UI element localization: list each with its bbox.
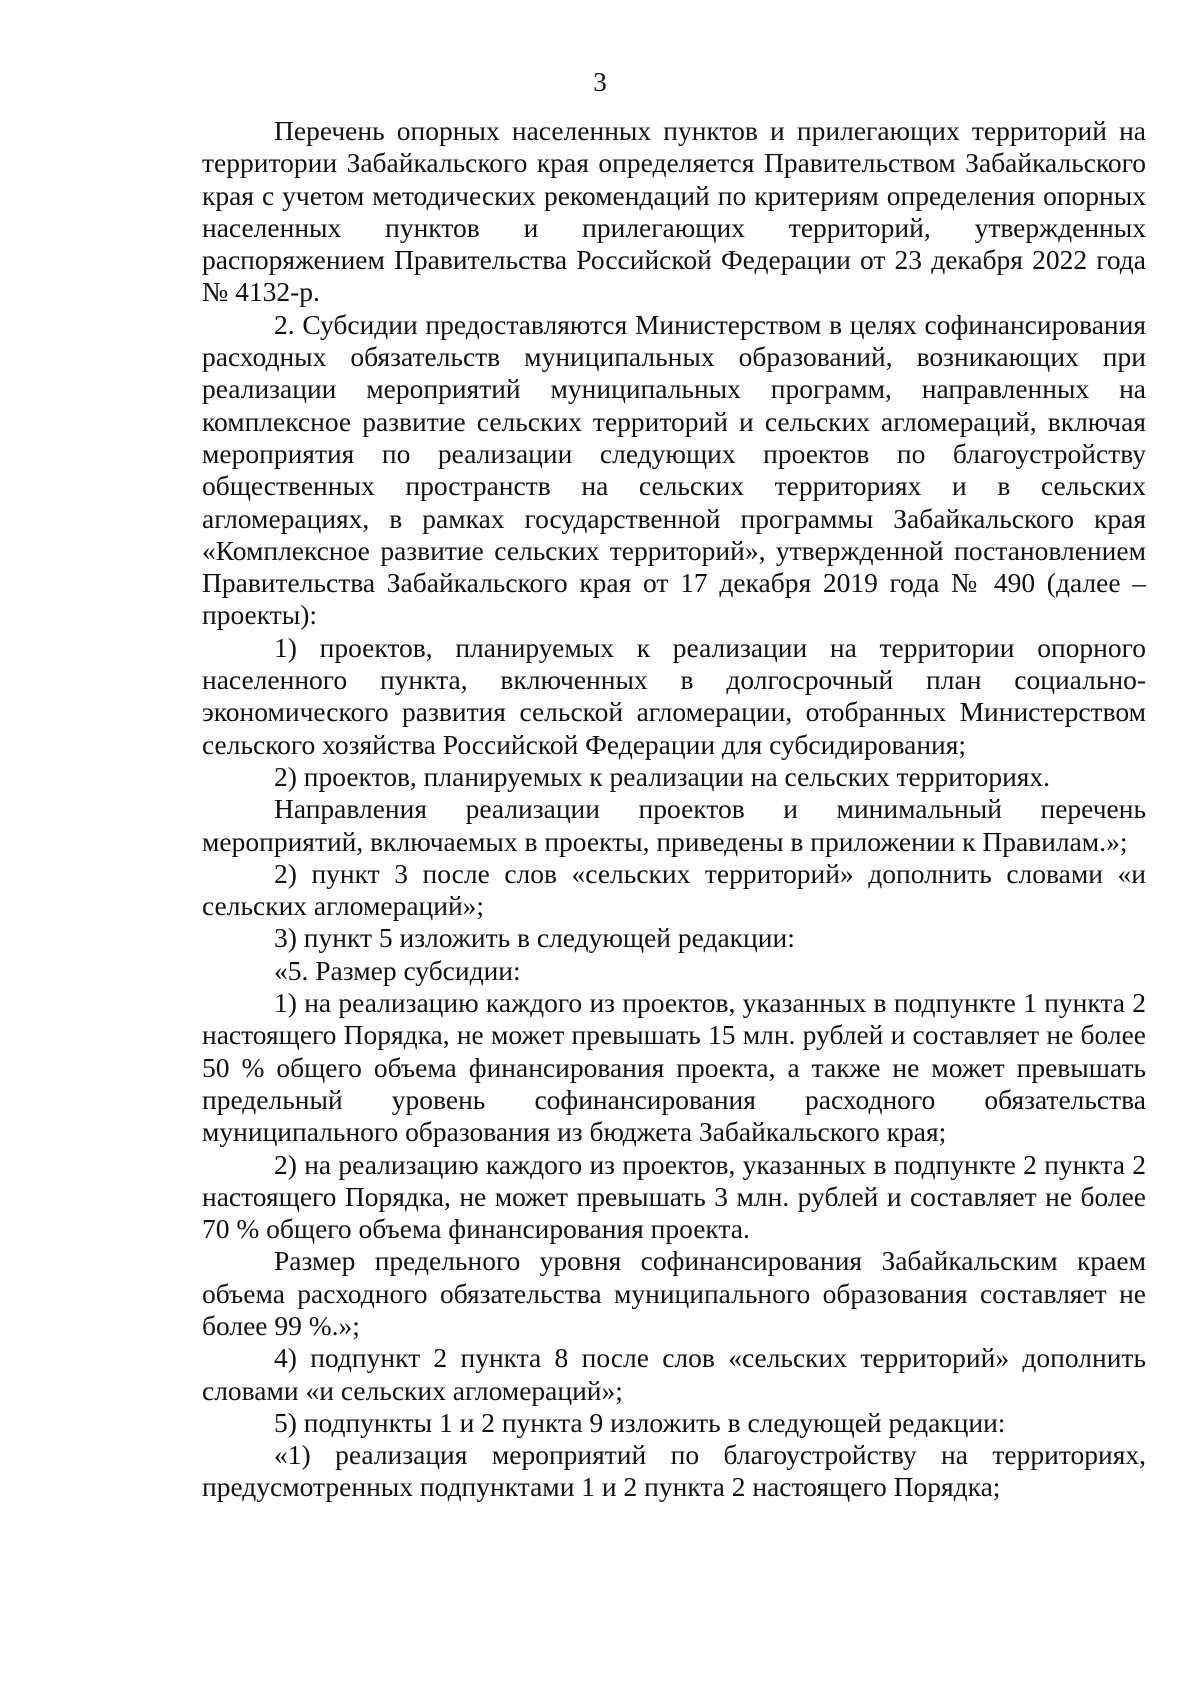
page-number: 3 xyxy=(593,67,607,97)
paragraph-supporting-settlements: Перечень опорных населенных пунктов и прилегающих территорий на территории Забайкальского края определяется Правительством Забайкальского края с учетом методических рекомендаций по критериям определения опорных населенных пунктов и прилегающих территорий, утвержденных распоряжением Правительства Российской Федерации от 23 декабря 2022 года № 4132-р. xyxy=(202,115,1146,308)
paragraph-subsidy-size-heading: «5. Размер субсидии: xyxy=(274,954,521,986)
paragraph-amendment-3: 3) пункт 5 изложить в следующей редакции: xyxy=(274,922,795,954)
paragraph-landscaping-measures: «1) реализация мероприятий по благоустройству на территориях, предусмотренных подпунктами 1 и 2 пункта 2 настоящего Порядка; xyxy=(202,1439,1146,1503)
paragraph-amendment-4: 4) подпункт 2 пункта 8 после слов «сельских территорий» дополнить словами «и сельских агломераций»; xyxy=(202,1342,1146,1406)
paragraph-projects-item-1: 1) проектов, планируемых к реализации на территории опорного населенного пункта, включенных в долгосрочный план социально-экономического развития сельской агломерации, отобранных Министерством сельского хозяйства Российской Федерации для субсидирования; xyxy=(202,631,1146,760)
paragraph-subsidy-size-2: 2) на реализацию каждого из проектов, указанных в подпункте 2 пункта 2 настоящего Порядка, не может превышать 3 млн. рублей и составляет не более 70 % общего объема финансирования проекта. xyxy=(202,1148,1146,1245)
paragraph-amendment-2: 2) пункт 3 после слов «сельских территорий» дополнить словами «и сельских агломераций»; xyxy=(202,857,1146,922)
paragraph-amendment-5: 5) подпункты 1 и 2 пункта 9 изложить в следующей редакции: xyxy=(274,1406,1006,1438)
paragraph-cofinancing-level: Размер предельного уровня софинансирования Забайкальским краем объема расходного обязательства муниципального образования составляет не более 99 %.»; xyxy=(202,1245,1146,1341)
paragraph-projects-item-2: 2) проектов, планируемых к реализации на сельских территориях. xyxy=(274,760,1051,792)
document-body xyxy=(202,115,1146,1504)
paragraph-subsidies-purpose: 2. Субсидии предоставляются Министерством в целях софинансирования расходных обязательств муниципальных образований, возникающих при реализации мероприятий муниципальных программ, направленных на комплексное развитие сельских территорий и сельских агломераций, включая мероприятия по реализации следующих проектов по благоустройству общественных пространств на сельских территориях и в сельских агломерациях, в рамках государственной программы Забайкальского края «Комплексное развитие сельских территорий», утвержденной постановлением Правительства Забайкальского края от 17 декабря 2019 года № 490 (далее – проекты): xyxy=(202,308,1146,631)
paragraph-directions: Направления реализации проектов и минимальный перечень мероприятий, включаемых в проекты, приведены в приложении к Правилам.»; xyxy=(202,793,1146,857)
paragraph-subsidy-size-1: 1) на реализацию каждого из проектов, указанных в подпункте 1 пункта 2 настоящего Порядка, не может превышать 15 млн. рублей и составляет не более 50 % общего объема финансирования проекта, а также не может превышать предельный уровень софинансирования расходного обязательства муниципального образования из бюджета Забайкальского края; xyxy=(202,987,1146,1148)
